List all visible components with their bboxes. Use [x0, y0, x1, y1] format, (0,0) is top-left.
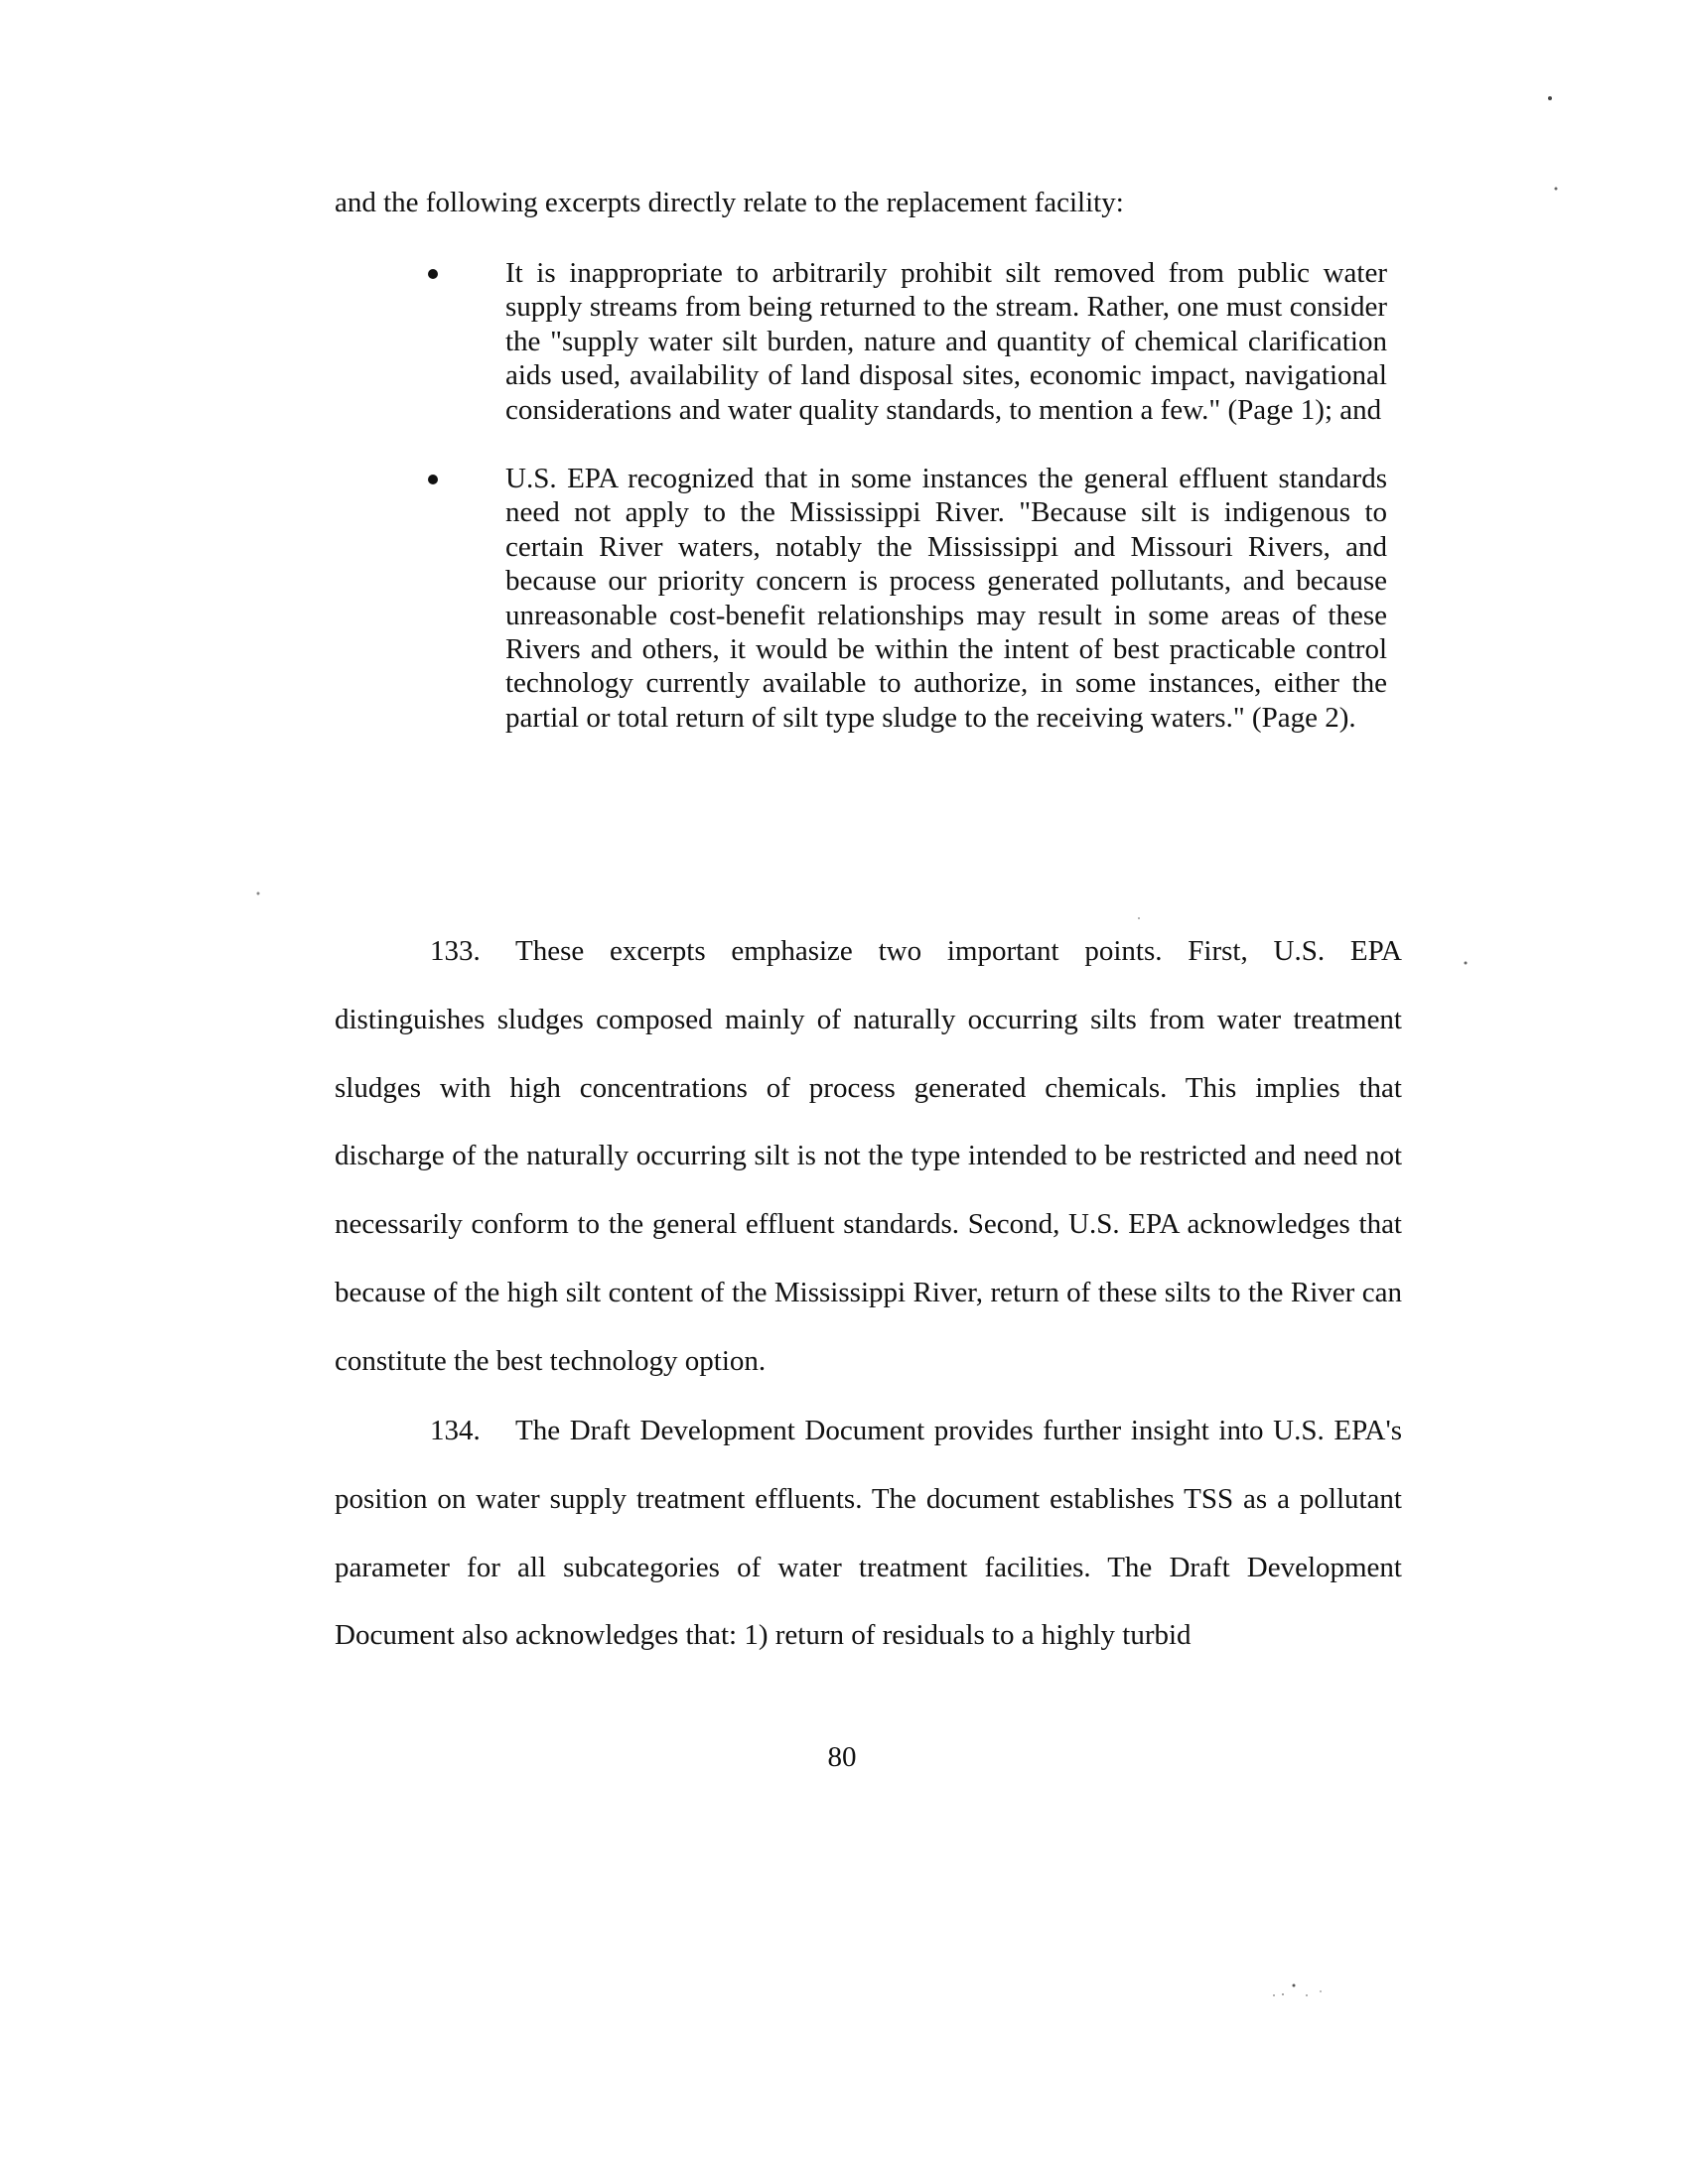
bullet-icon: [428, 475, 438, 484]
excerpt-item: [335, 256, 1387, 427]
bullet-icon: [428, 269, 438, 279]
paragraph-134: [335, 1397, 1402, 1670]
paragraph-number: 133.: [430, 935, 481, 967]
paragraph-number: 134.: [430, 1415, 481, 1446]
excerpt-item: [335, 462, 1387, 735]
excerpt-text: It is inappropriate to arbitrarily prohibit silt removed from public water supply streams from being returned to the stream. Rather, one must consider the "supply water silt burden, nature and quantity of chemical clarification aids used, availability of land disposal sites, economic impact, navigational considerations and water quality standards, to mention a few." (Page 1); and: [505, 257, 1387, 426]
paragraph-text: These excerpts emphasize two important points. First, U.S. EPA distinguishes sludges composed mainly of naturally occurring silts from water treatment sludges with high concentrations of process generated chemicals. This implies that discharge of the naturally occurring silt is not the type intended to be restricted and need not necessarily conform to the general effluent standards. Second, U.S. EPA acknowledges that because of the high silt content of the Mississippi River, return of these silts to the River can constitute the best technology option.: [335, 935, 1402, 1377]
paragraph-133: [335, 917, 1402, 1396]
excerpt-list: [335, 256, 1387, 735]
excerpt-text: U.S. EPA recognized that in some instances the general effluent standards need not apply to the Mississippi River. "Because silt is indigenous to certain River waters, notably the Mississippi and Missouri Rivers, and because our priority concern is process generated pollutants, and because unreasonable cost-benefit relationships may result in some areas of these Rivers and others, it would be within the intent of best practicable control technology currently available to authorize, in some instances, either the partial or total return of silt type sludge to the receiving waters." (Page 2).: [505, 463, 1387, 734]
intro-line: and the following excerpts directly relate to the replacement facility:: [335, 187, 1124, 218]
paragraph-text: The Draft Development Document provides further insight into U.S. EPA's position on water supply treatment effluents. The document establishes TSS as a pollutant parameter for all subcategories of water treatment facilities. The Draft Development Document also acknowledges that: 1) return of residuals to a highly turbid: [335, 1415, 1402, 1652]
page-number: 80: [827, 1741, 857, 1773]
